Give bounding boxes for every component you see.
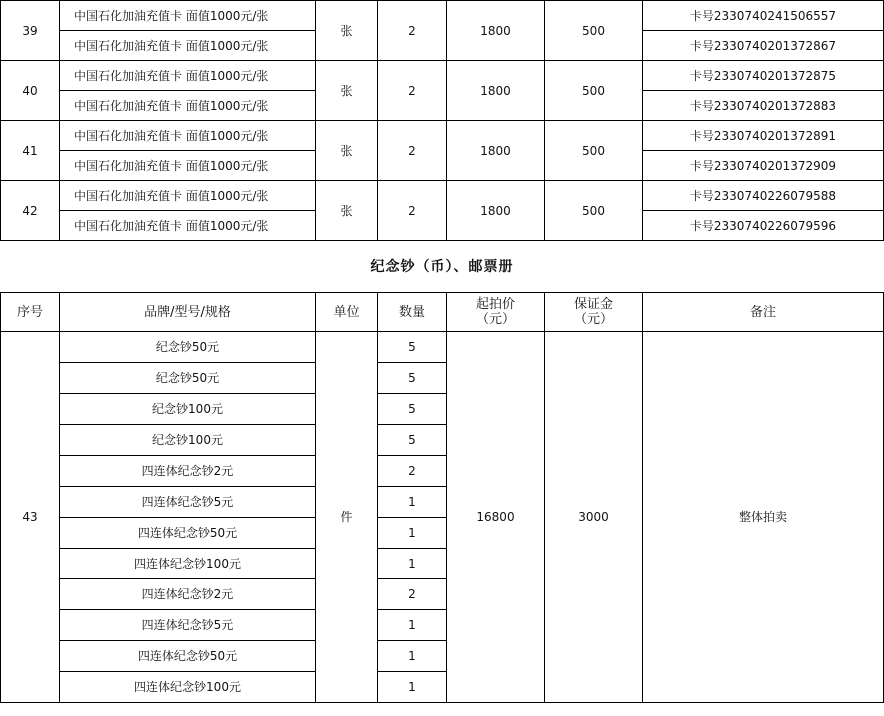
qty-cell: 2 — [378, 1, 447, 61]
note-cell: 卡号2330740201372867 — [643, 31, 884, 61]
item-name-cell: 四连体纪念钞50元 — [60, 518, 316, 549]
header-row — [1, 293, 884, 332]
item-name-cell: 纪念钞50元 — [60, 332, 316, 363]
seq-cell: 41 — [1, 121, 60, 181]
deposit-cell: 500 — [545, 181, 643, 241]
table-row — [1, 332, 884, 363]
qty-cell: 5 — [378, 394, 447, 425]
section-title: 纪念钞（币）、邮票册 — [1, 241, 884, 293]
deposit-cell: 3000 — [545, 332, 643, 703]
header-seq: 序号 — [1, 293, 60, 332]
note-cell: 卡号2330740226079596 — [643, 211, 884, 241]
note-cell: 卡号2330740241506557 — [643, 1, 884, 31]
qty-cell: 5 — [378, 332, 447, 363]
note-cell: 卡号2330740226079588 — [643, 181, 884, 211]
item-name-cell: 纪念钞50元 — [60, 363, 316, 394]
start-price-cell: 1800 — [447, 121, 545, 181]
item-name-cell: 中国石化加油充值卡 面值1000元/张 — [60, 211, 316, 241]
unit-cell: 张 — [316, 61, 378, 121]
item-name-cell: 纪念钞100元 — [60, 425, 316, 456]
item-name-cell: 四连体纪念钞2元 — [60, 579, 316, 610]
item-name-cell: 四连体纪念钞2元 — [60, 456, 316, 487]
item-name-cell: 四连体纪念钞5元 — [60, 610, 316, 641]
table-row — [1, 1, 884, 31]
deposit-cell: 500 — [545, 121, 643, 181]
start-price-cell: 1800 — [447, 61, 545, 121]
qty-cell: 1 — [378, 487, 447, 518]
header-unit: 单位 — [316, 293, 378, 332]
unit-cell: 张 — [316, 181, 378, 241]
table-row — [1, 61, 884, 91]
deposit-cell: 500 — [545, 61, 643, 121]
qty-cell: 1 — [378, 641, 447, 672]
qty-cell: 1 — [378, 518, 447, 549]
qty-cell: 1 — [378, 672, 447, 703]
seq-cell: 40 — [1, 61, 60, 121]
seq-cell: 42 — [1, 181, 60, 241]
note-cell: 卡号2330740201372891 — [643, 121, 884, 151]
seq-cell: 39 — [1, 1, 60, 61]
header-deposit-line1: 保证金 — [573, 297, 613, 312]
unit-cell: 张 — [316, 1, 378, 61]
header-qty: 数量 — [378, 293, 447, 332]
item-name-cell: 中国石化加油充值卡 面值1000元/张 — [60, 91, 316, 121]
qty-cell: 2 — [378, 121, 447, 181]
start-price-cell: 16800 — [447, 332, 545, 703]
note-cell: 卡号2330740201372909 — [643, 151, 884, 181]
item-name-cell: 中国石化加油充值卡 面值1000元/张 — [60, 181, 316, 211]
header-start-price — [447, 293, 545, 332]
unit-cell: 张 — [316, 121, 378, 181]
qty-cell: 1 — [378, 610, 447, 641]
qty-cell: 2 — [378, 61, 447, 121]
item-name-cell: 纪念钞100元 — [60, 394, 316, 425]
start-price-cell: 1800 — [447, 181, 545, 241]
header-brand: 品牌/型号/规格 — [60, 293, 316, 332]
item-name-cell: 四连体纪念钞50元 — [60, 641, 316, 672]
qty-cell: 5 — [378, 363, 447, 394]
header-start-price-line1: 起拍价 — [475, 297, 515, 312]
qty-cell: 2 — [378, 456, 447, 487]
qty-cell: 2 — [378, 181, 447, 241]
qty-cell: 1 — [378, 549, 447, 579]
unit-cell: 件 — [316, 332, 378, 703]
start-price-cell: 1800 — [447, 1, 545, 61]
header-deposit-line2: （元） — [573, 312, 613, 327]
qty-cell: 5 — [378, 425, 447, 456]
header-deposit — [545, 293, 643, 332]
qty-cell: 2 — [378, 579, 447, 610]
item-name-cell: 中国石化加油充值卡 面值1000元/张 — [60, 151, 316, 181]
item-name-cell: 中国石化加油充值卡 面值1000元/张 — [60, 121, 316, 151]
note-cell: 卡号2330740201372883 — [643, 91, 884, 121]
note-cell: 卡号2330740201372875 — [643, 61, 884, 91]
note-cell: 整体拍卖 — [643, 332, 884, 703]
table-row — [1, 121, 884, 151]
item-name-cell: 中国石化加油充值卡 面值1000元/张 — [60, 61, 316, 91]
item-name-cell: 中国石化加油充值卡 面值1000元/张 — [60, 31, 316, 61]
table-row — [1, 181, 884, 211]
item-name-cell: 四连体纪念钞5元 — [60, 487, 316, 518]
seq-cell: 43 — [1, 332, 60, 703]
section-row — [1, 241, 884, 293]
item-name-cell: 四连体纪念钞100元 — [60, 672, 316, 703]
header-start-price-line2: （元） — [475, 312, 515, 327]
item-name-cell: 中国石化加油充值卡 面值1000元/张 — [60, 1, 316, 31]
deposit-cell: 500 — [545, 1, 643, 61]
item-name-cell: 四连体纪念钞100元 — [60, 549, 316, 579]
header-note: 备注 — [643, 293, 884, 332]
